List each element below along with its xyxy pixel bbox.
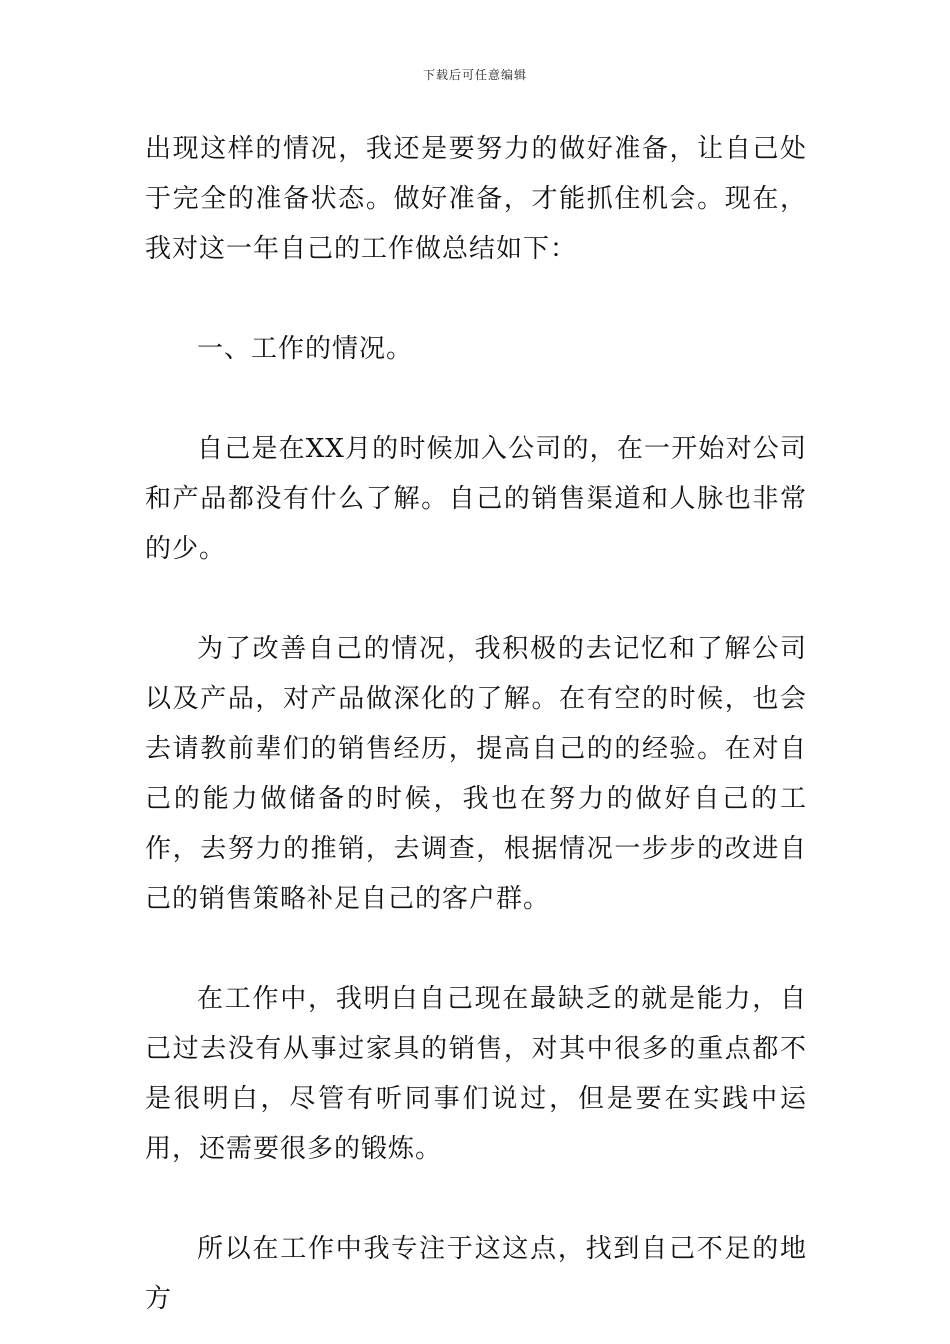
paragraph-gap	[145, 374, 807, 424]
paragraph-focus: 所以在工作中我专注于这这点，找到自己不足的地方	[145, 1234, 807, 1314]
paragraph-gap	[145, 924, 807, 974]
document-body	[145, 124, 807, 1324]
paragraph-joining: 自己是在XX月的时候加入公司的，在一开始对公司和产品都没有什么了解。自己的销售渠道和人脉也非常的少。	[145, 434, 807, 564]
page-header-note: 下载后可任意编辑	[422, 68, 527, 82]
paragraph-intro: 出现这样的情况，我还是要努力的做好准备，让自己处于完全的准备状态。做好准备，才能抓住机会。现在，我对这一年自己的工作做总结如下：	[145, 134, 807, 264]
paragraph-gap	[145, 274, 807, 324]
paragraph-improvement: 为了改善自己的情况，我积极的去记忆和了解公司以及产品，对产品做深化的了解。在有空的时候，也会去请教前辈们的销售经历，提高自己的的经验。在对自己的能力做储备的时候，我也在努力的做好自己的工作，去努力的推销，去调查，根据情况一步步的改进自己的销售策略补足自己的客户群。	[145, 634, 807, 914]
paragraph-gap	[145, 574, 807, 624]
section-heading: 一、工作的情况。	[197, 334, 414, 364]
paragraph-ability: 在工作中，我明白自己现在最缺乏的就是能力，自己过去没有从事过家具的销售，对其中很多的重点都不是很明白，尽管有听同事们说过，但是要在实践中运用，还需要很多的锻炼。	[145, 984, 807, 1164]
paragraph-gap	[145, 1174, 807, 1224]
